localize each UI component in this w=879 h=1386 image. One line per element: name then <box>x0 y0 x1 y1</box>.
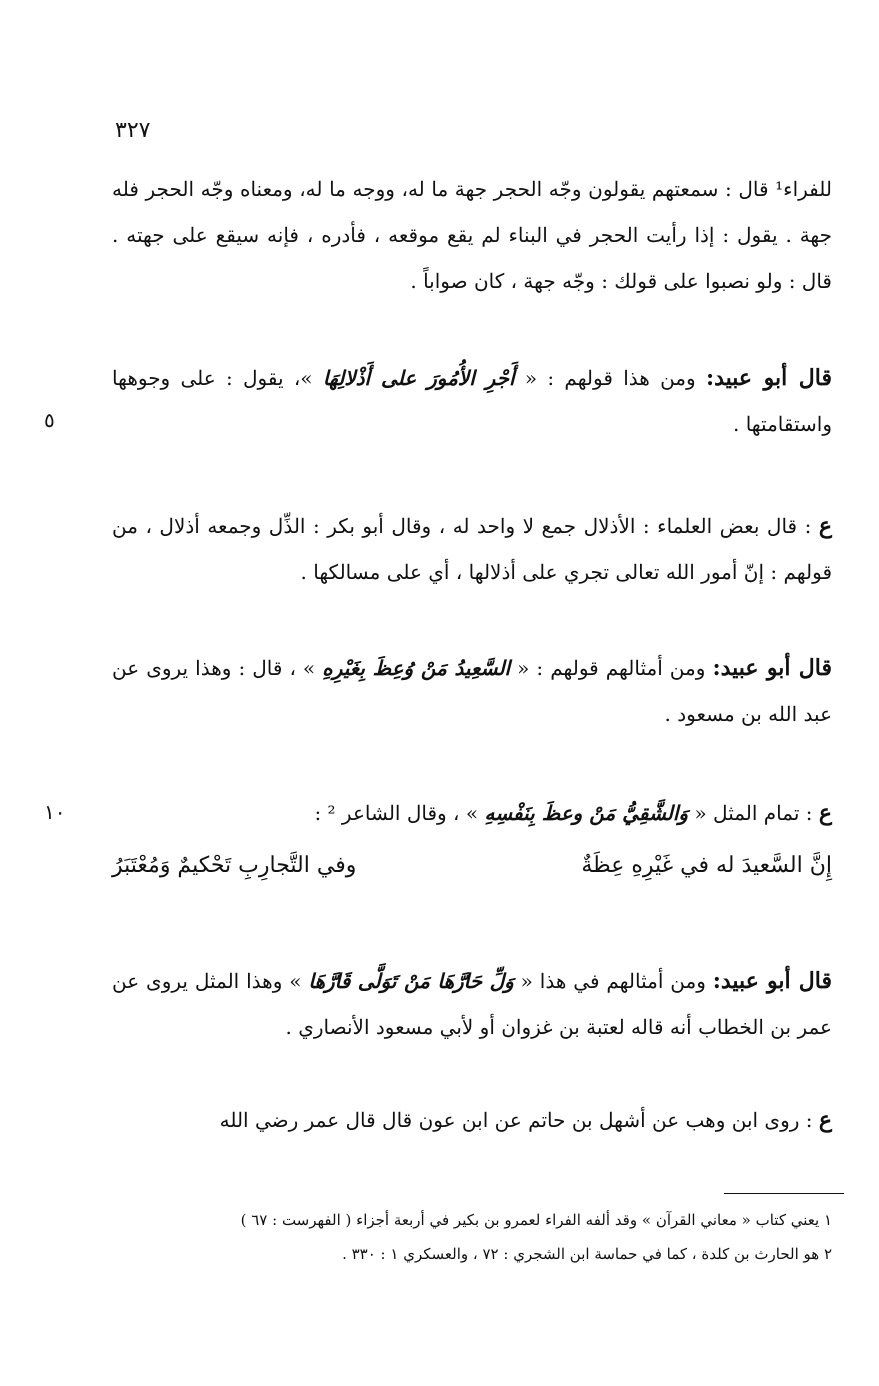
proverb-quote: وَالشَّقِيُّ مَنْ وعظَ بِنَفْسِهِ <box>484 801 689 825</box>
paragraph-text-before: : تمام المثل « <box>688 801 819 825</box>
paragraph-text-after: » ، وقال الشاعر ² : <box>314 801 485 825</box>
paragraph-text-after: » وهذا المثل يروى عن عمر بن الخطاب أنه قاله لعتبة بن غزوان أو لأبي مسعود الأنصاري . <box>112 969 832 1039</box>
paragraph-abu-ubayd-3 <box>112 958 832 1050</box>
verse-second-hemistich: وفي التَّجارِبِ تَحْكيمٌ وَمُعْتَبَرُ <box>112 853 357 878</box>
speaker-label: قال أبو عبيد: <box>712 968 832 994</box>
proverb-quote: أَجْرِ الأُمُورَ على أَذْلالِهَا <box>322 366 515 390</box>
proverb-quote: السَّعِيدُ مَنْ وُعِظَ بِغَيْرِهِ <box>322 656 511 680</box>
paragraph-text-after: »، يقول : على وجوهها واستقامتها . <box>112 366 832 436</box>
page-number: ٣٢٧ <box>115 118 151 143</box>
line-marker-5: ٥ <box>44 408 55 432</box>
paragraph-farra <box>112 166 832 304</box>
paragraph-abu-ubayd-2 <box>112 645 832 737</box>
paragraph-text: : روى ابن وهب عن أشهل بن حاتم عن ابن عون قال قال عمر رضي الله <box>219 1108 819 1132</box>
paragraph-ayn-2 <box>112 790 832 836</box>
speaker-label: قال أبو عبيد: <box>712 655 833 681</box>
ayn-marker: ع <box>818 513 832 539</box>
ayn-marker: ع <box>818 800 832 826</box>
paragraph-ayn-3 <box>112 1097 832 1143</box>
paragraph-text: : قال بعض العلماء : الأذلال جمع لا واحد له ، وقال أبو بكر : الذِّل وجمعه أذلال ، من قولهم : إنّ أمور الله تعالى تجري على أذلالها ، أي على مسالكها . <box>112 514 832 584</box>
paragraph-text-before: ومن أمثالهم في هذا « <box>513 969 713 993</box>
proverb-quote: وَلِّ حَارَّهَا مَنْ تَوَلَّى قَارَّهَا <box>308 969 514 993</box>
poetry-verse <box>112 843 832 889</box>
paragraph-text-before: ومن هذا قولهم : « <box>514 366 706 390</box>
footnote-separator <box>724 1193 844 1194</box>
verse-first-hemistich: إِنَّ السَّعيدَ له في غَيْرِهِ عِظَةٌ <box>581 853 832 878</box>
paragraph-text: للفراء¹ قال : سمعتهم يقولون وجّه الحجر جهة ما له، ووجه ما له، ومعناه وجّه الحجر فله جهة . يقول : إذا رأيت الحجر في البناء لم يقع موقعه ، فأدره ، فإنه سيقع على جهته . قال : ولو نصبوا على قولك : وجّه جهة ، كان صواباً . <box>112 177 832 293</box>
speaker-label: قال أبو عبيد: <box>705 365 832 391</box>
footnote-2: ٢ هو الحارث بن كلدة ، كما في حماسة ابن الشجري : ٧٢ ، والعسكري ١ : ٣٣٠ . <box>342 1245 832 1263</box>
footnote-1: ١ يعني كتاب « معاني القرآن » وقد ألفه الفراء لعمرو بن بكير في أربعة أجزاء ( الفهرست : ٦٧ ) <box>240 1211 832 1229</box>
ayn-marker: ع <box>818 1107 832 1133</box>
footnotes <box>112 1203 832 1271</box>
paragraph-ayn-1 <box>112 503 832 595</box>
paragraph-abu-ubayd-1 <box>112 355 832 447</box>
line-marker-10: ١٠ <box>44 800 66 824</box>
paragraph-text-before: ومن أمثالهم قولهم : « <box>510 656 713 680</box>
paragraph-text-after: » ، قال : وهذا يروى عن عبد الله بن مسعود . <box>112 656 832 726</box>
